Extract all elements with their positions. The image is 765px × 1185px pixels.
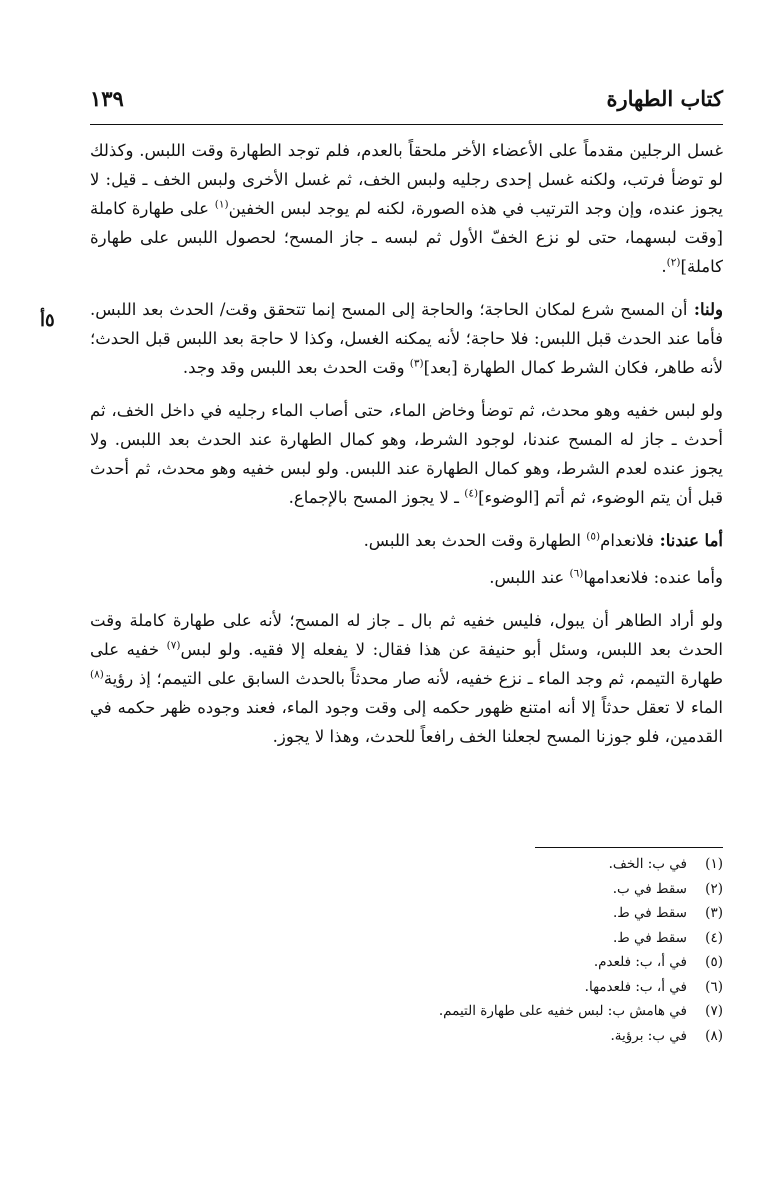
footnote-item <box>340 950 723 975</box>
footnote-item <box>340 901 723 926</box>
footnote-ref: (١) <box>214 198 229 211</box>
footnote-number: (٤) <box>705 929 723 946</box>
header-rule <box>90 124 723 125</box>
footnote-text: في هامش ب: لبس خفيه على طهارة التيمم. <box>438 1003 687 1019</box>
text-run: عند اللبس. <box>489 568 570 587</box>
footnote-item <box>340 852 723 877</box>
footnote-text: في أ، ب: فلعدمها. <box>584 978 687 995</box>
footnote-item <box>340 926 723 951</box>
footnote-text: في ب: برؤية. <box>610 1027 687 1044</box>
speaker-lead: أما عندنا: <box>653 531 723 550</box>
footnotes-list <box>340 852 723 1048</box>
text-run: ـ لا يجوز المسح بالإجماع. <box>288 488 465 507</box>
footnote-number: (٣) <box>705 905 723 921</box>
text-run: الماء لا تعقل حدثاً إلا أنه امتنع ظهور حكمه إلى وقت وجود الماء، فعند وجوده ظهر حكمه في القدمين، فلو جوزنا المسح لجعلنا الخف رافعاً للحدث، وهذا لا يجوز. <box>90 698 723 746</box>
footnote-number: (٢) <box>705 880 723 897</box>
text-run: وأما عنده: فلانعدامها <box>583 568 723 587</box>
text-run: . <box>661 257 667 276</box>
footnote-ref: (٧) <box>166 639 181 652</box>
running-title: كتاب الطهارة <box>606 86 723 111</box>
page-header <box>90 82 723 122</box>
speaker-lead: ولنا: <box>687 300 723 319</box>
paragraph <box>90 396 723 512</box>
footnote-text: في أ، ب: فلعدم. <box>593 954 687 970</box>
margin-folio-note: ٥أ <box>40 310 55 331</box>
text-run: خفيه على طهارة التيمم، ثم وجد الماء ـ نزع خفيه، لأنه صار محدثاً بالحدث السابق على التيمم؛ إذ رؤية <box>90 640 723 688</box>
footnote-ref: (٢) <box>666 256 681 269</box>
paragraph <box>90 606 723 751</box>
footnote-number: (٧) <box>705 1003 723 1019</box>
text-run: فلانعدام <box>600 531 654 550</box>
paragraph <box>90 295 723 382</box>
text-run: على طهارة كاملة [وقت لبسهما، حتى لو نزع الخفّ الأول ثم لبسه ـ جاز المسح؛ لحصول اللبس على طهارة كاملة] <box>90 199 723 276</box>
paragraph <box>90 563 723 592</box>
footnote-text: سقط في ط. <box>612 929 687 946</box>
footnote-number: (٦) <box>705 978 723 995</box>
paragraph <box>90 526 723 555</box>
footnote-number: (٨) <box>705 1027 723 1044</box>
footnote-item <box>340 877 723 902</box>
footnote-ref: (٨) <box>90 668 104 681</box>
text-run: الطهارة وقت الحدث بعد اللبس. <box>363 531 587 550</box>
footnote-item <box>340 1024 723 1049</box>
paragraph <box>90 136 723 281</box>
main-text <box>90 136 723 751</box>
text-run: غسل الرجلين مقدماً على الأعضاء الأخر ملحقاً بالعدم، فلم توجد الطهارة وقت اللبس. وكذلك لو توضأ فرتب، ولكنه غسل إحدى رجليه ولبس الخف، ثم غسل الأخرى ولبس الخف ـ قيل: لا يجوز عنده، وإن وجد الترتيب في هذه الصورة، لكنه لم يوجد لبس الخفين <box>90 141 724 218</box>
footnote-rule <box>535 847 723 848</box>
footnote-number: (١) <box>705 856 723 872</box>
footnote-ref: (٣) <box>409 357 424 370</box>
footnote-number: (٥) <box>705 954 723 970</box>
footnote-ref: (٤) <box>464 487 479 500</box>
page-number: ١٣٩ <box>90 86 124 111</box>
footnote-ref: (٦) <box>569 567 584 580</box>
footnote-ref: (٥) <box>586 530 601 543</box>
footnote-text: سقط في ب. <box>612 880 687 897</box>
footnote-item <box>340 999 723 1024</box>
footnote-item <box>340 975 723 1000</box>
footnote-text: في ب: الخف. <box>608 856 687 872</box>
text-run: وقت الحدث بعد اللبس وقد وجد. <box>182 358 410 377</box>
text-run: ولو لبس خفيه وهو محدث، ثم توضأ وخاض الماء، حتى أصاب الماء رجليه في داخل الخف، ثم أحدث ـ جاز له المسح عندنا، لوجود الشرط، وهو كمال الطهارة عند الحدث بعد اللبس. ولا يجوز عنده لعدم الشرط، وهو كمال الطهارة عند اللبس. ولو لبس خفيه وهو محدث، ثم أحدث قبل أن يتم الوضوء، ثم أتم [الوضوء] <box>90 401 723 507</box>
text-run: ولو أراد الطاهر أن يبول، فليس خفيه ثم بال ـ جاز له المسح؛ لأنه على طهارة كاملة وقت الحدث بعد اللبس، وسئل أبو حنيفة عن هذا فقال: لا يفعله إلا فقيه. ولو لبس <box>90 611 723 659</box>
text-run: أن المسح شرع لمكان الحاجة؛ والحاجة إلى المسح إنما تتحقق وقت/ الحدث بعد اللبس. فأما عند الحدث قبل اللبس: فلا حاجة؛ لأنه يمكنه الغسل، وكذا لا حاجة بعد اللبس قبل الحدث؛ لأنه طاهر، فكان الشرط كمال الطهارة [بعد] <box>90 300 723 377</box>
footnote-text: سقط في ط. <box>612 905 687 921</box>
